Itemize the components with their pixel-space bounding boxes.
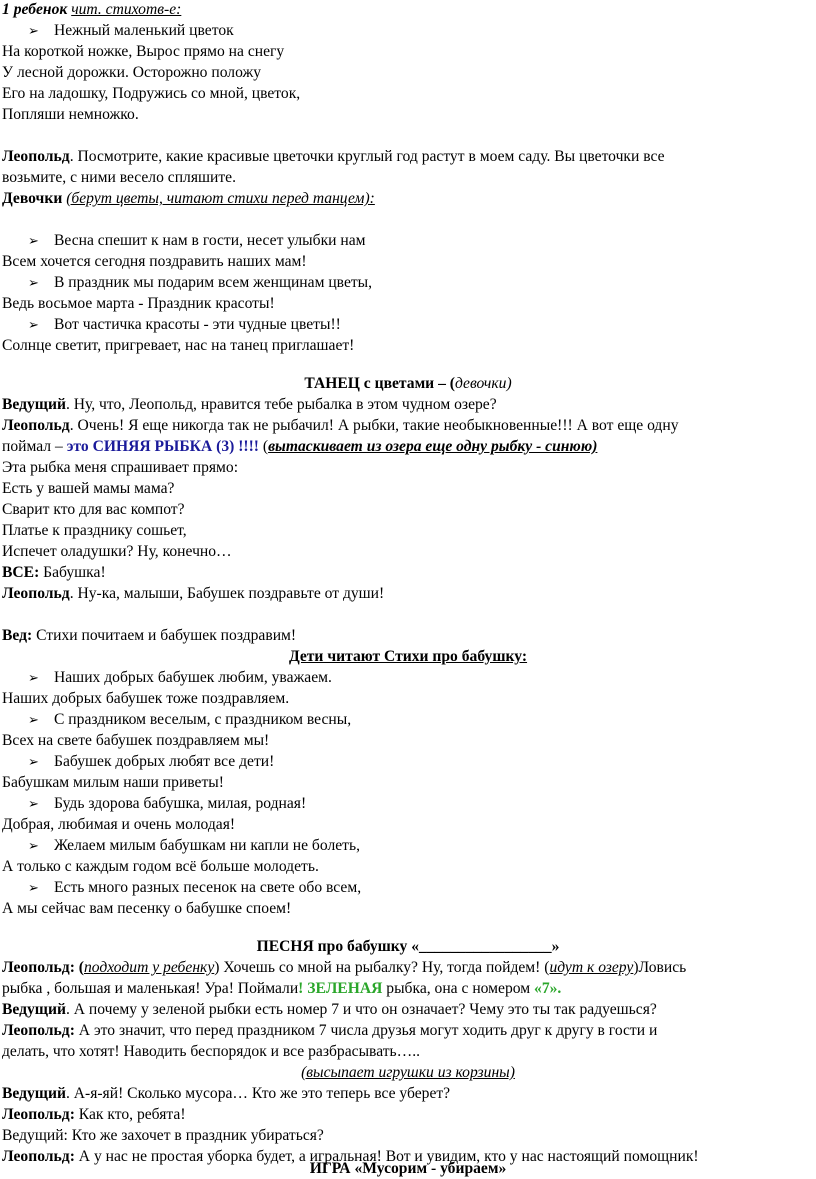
arrow-bullet-icon: ➢ bbox=[28, 880, 39, 895]
poem-bullet-line: ➢ Бабушек добрых любят все дети! bbox=[28, 753, 275, 770]
line-green-fish: рыбка , большая и маленькая! Ура! Поймали! ЗЕЛЕНАЯ рыбка, она с номером «7». bbox=[2, 980, 562, 997]
speaker-leopold: Леопольд: bbox=[2, 1148, 75, 1165]
poem-line: Эта рыбка меня спрашивает прямо: bbox=[2, 459, 239, 476]
fish-number: «7». bbox=[534, 980, 562, 997]
poem-line: Всем хочется сегодня поздравить наших мам! bbox=[2, 253, 307, 270]
line-lead: Ведущий. А почему у зеленой рыбки есть номер 7 и что он означает? Чему это ты так радуешься? bbox=[2, 1001, 657, 1018]
poem-line: Всех на свете бабушек поздравляем мы! bbox=[2, 732, 270, 749]
line-leopold-speech: Леопольд: Как кто, ребята! bbox=[2, 1106, 186, 1123]
arrow-bullet-icon: ➢ bbox=[28, 712, 39, 727]
poem-line: Есть у вашей мамы мама? bbox=[2, 480, 175, 497]
arrow-bullet-icon: ➢ bbox=[28, 670, 39, 685]
line-speaker-child1 bbox=[2, 0, 181, 20]
line-leopold-speech: Леопольд. Посмотрите, какие красивые цветочки круглый год растут в моем саду. Вы цветочки все bbox=[2, 148, 665, 165]
song-heading: ПЕСНЯ про бабушку «_________________» bbox=[256, 938, 560, 955]
poem-bullet-line: ➢ Будь здорова бабушка, милая, родная! bbox=[28, 795, 307, 812]
speaker-leopold: Леопольд bbox=[2, 417, 70, 434]
dance-heading: ТАНЕЦ с цветами – (девочки) bbox=[304, 375, 512, 392]
speaker-lead: Ведущий bbox=[2, 1001, 66, 1018]
poem-line: Сварит кто для вас компот? bbox=[2, 501, 185, 518]
poem-bullet-line: ➢ Желаем милым бабушкам ни капли не болеть, bbox=[28, 837, 360, 854]
speaker-girls: Девочки bbox=[2, 190, 63, 207]
text-line: возьмите, с ними весело спляшите. bbox=[2, 169, 236, 186]
arrow-bullet-icon: ➢ bbox=[28, 275, 39, 290]
poem-line: Попляши немножко. bbox=[2, 106, 139, 123]
arrow-bullet-icon: ➢ bbox=[28, 23, 39, 38]
line-leopold-speech: Леопольд. Очень! Я еще никогда так не рыбачил! А рыбки, такие необыкновенные!!! А вот еще одну bbox=[2, 417, 679, 434]
arrow-bullet-icon: ➢ bbox=[28, 754, 39, 769]
speaker-all: ВСЕ: bbox=[2, 564, 40, 581]
line-ved: Вед: Стихи почитаем и бабушек поздравим! bbox=[2, 627, 297, 644]
speaker-leopold: Леопольд: bbox=[2, 959, 75, 976]
stage-note: вытаскивает из озера еще одну рыбку - синюю) bbox=[268, 438, 598, 455]
game-heading: ИГРА «Мусорим - убираем» bbox=[309, 1160, 507, 1177]
poem-line: Испечет оладушки? Ну, конечно… bbox=[2, 543, 232, 560]
speaker-leopold: Леопольд: bbox=[2, 1022, 75, 1039]
stage-note: чит. стихотв-е: bbox=[71, 1, 182, 18]
line-lead: Ведущий. Ну, что, Леопольд, нравится тебе рыбалка в этом чудном озере? bbox=[2, 396, 497, 413]
poem-line: У лесной дорожки. Осторожно положу bbox=[2, 64, 262, 81]
line-leopold-speech: Леопольд. Ну-ка, малыши, Бабушек поздравьте от души! bbox=[2, 585, 385, 602]
poem-line: А только с каждым годом всё больше молодеть. bbox=[2, 858, 319, 875]
line-lead: Ведущий. А-я-яй! Сколько мусора… Кто же это теперь все уберет? bbox=[2, 1085, 451, 1102]
stage-note: (высыпает игрушки из корзины) bbox=[301, 1064, 515, 1081]
text-line: Ведущий: Кто же захочет в праздник убираться? bbox=[2, 1127, 324, 1144]
green-fish-callout: ЗЕЛЕНАЯ bbox=[307, 980, 383, 997]
poem-line: На короткой ножке, Вырос прямо на снегу bbox=[2, 43, 285, 60]
arrow-bullet-icon: ➢ bbox=[28, 233, 39, 248]
line-leopold-speech: Леопольд: А у нас не простая уборка будет, а игральная! Вот и увидим, кто у нас настоящий помощник! bbox=[2, 1148, 699, 1165]
poem-bullet-line: ➢ С праздником веселым, с праздником весны, bbox=[28, 711, 352, 728]
speaker-ved: Вед: bbox=[2, 627, 33, 644]
poem-line: Платье к празднику сошьет, bbox=[2, 522, 187, 539]
stage-note: идут к озеру bbox=[549, 959, 634, 976]
blue-fish-callout: это СИНЯЯ РЫБКА (3) !!!! bbox=[66, 438, 259, 455]
stage-note: (берут цветы, читают стихи перед танцем): bbox=[66, 190, 375, 207]
poem-bullet-line: ➢ Есть много разных песенок на свете обо всем, bbox=[28, 879, 362, 896]
poem-bullet-line: ➢ Нежный маленький цветок bbox=[28, 22, 234, 39]
stage-note: подходит у ребенку bbox=[83, 959, 215, 976]
line-leopold-speech: Леопольд: (подходит у ребенку) Хочешь со мной на рыбалку? Ну, тогда пойдем! (идут к озеру)Ловись bbox=[2, 959, 687, 976]
text-line: делать, что хотят! Наводить беспорядок и все разбрасывать….. bbox=[2, 1043, 421, 1060]
poem-bullet-line: ➢ В праздник мы подарим всем женщинам цветы, bbox=[28, 274, 373, 291]
poem-bullet-line: ➢ Наших добрых бабушек любим, уважаем. bbox=[28, 669, 332, 686]
poem-bullet-line: ➢ Весна спешит к нам в гости, несет улыбки нам bbox=[28, 232, 366, 249]
line-all: ВСЕ: Бабушка! bbox=[2, 564, 106, 581]
speaker-leopold: Леопольд bbox=[2, 585, 70, 602]
speaker-leopold: Леопольд bbox=[2, 148, 70, 165]
poem-bullet-line: ➢ Вот частичка красоты - эти чудные цветы!! bbox=[28, 316, 341, 333]
speaker-leopold: Леопольд: bbox=[2, 1106, 75, 1123]
poem-line: Наших добрых бабушек тоже поздравляем. bbox=[2, 690, 290, 707]
poem-line: Бабушкам милым наши приветы! bbox=[2, 774, 224, 791]
poem-heading: Дети читают Стихи про бабушку: bbox=[288, 648, 528, 665]
poem-line: Его на ладошку, Подружись со мной, цветок, bbox=[2, 85, 301, 102]
arrow-bullet-icon: ➢ bbox=[28, 317, 39, 332]
arrow-bullet-icon: ➢ bbox=[28, 796, 39, 811]
poem-line: Ведь восьмое марта - Праздник красоты! bbox=[2, 295, 275, 312]
arrow-bullet-icon: ➢ bbox=[28, 838, 39, 853]
speaker-lead: Ведущий bbox=[2, 396, 66, 413]
line-girls bbox=[2, 189, 375, 209]
line-leopold-speech: Леопольд: А это значит, что перед праздником 7 числа друзья могут ходить друг к другу в гости и bbox=[2, 1022, 658, 1039]
poem-line: Добрая, любимая и очень молодая! bbox=[2, 816, 236, 833]
poem-line: Солнце светит, пригревает, нас на танец приглашает! bbox=[2, 337, 355, 354]
line-blue-fish: поймал – это СИНЯЯ РЫБКА (3) !!!! (вытаскивает из озера еще одну рыбку - синюю) bbox=[2, 438, 598, 455]
speaker-child1: 1 ребенок bbox=[2, 1, 68, 18]
speaker-lead: Ведущий bbox=[2, 1085, 66, 1102]
poem-line: А мы сейчас вам песенку о бабушке споем! bbox=[2, 900, 292, 917]
